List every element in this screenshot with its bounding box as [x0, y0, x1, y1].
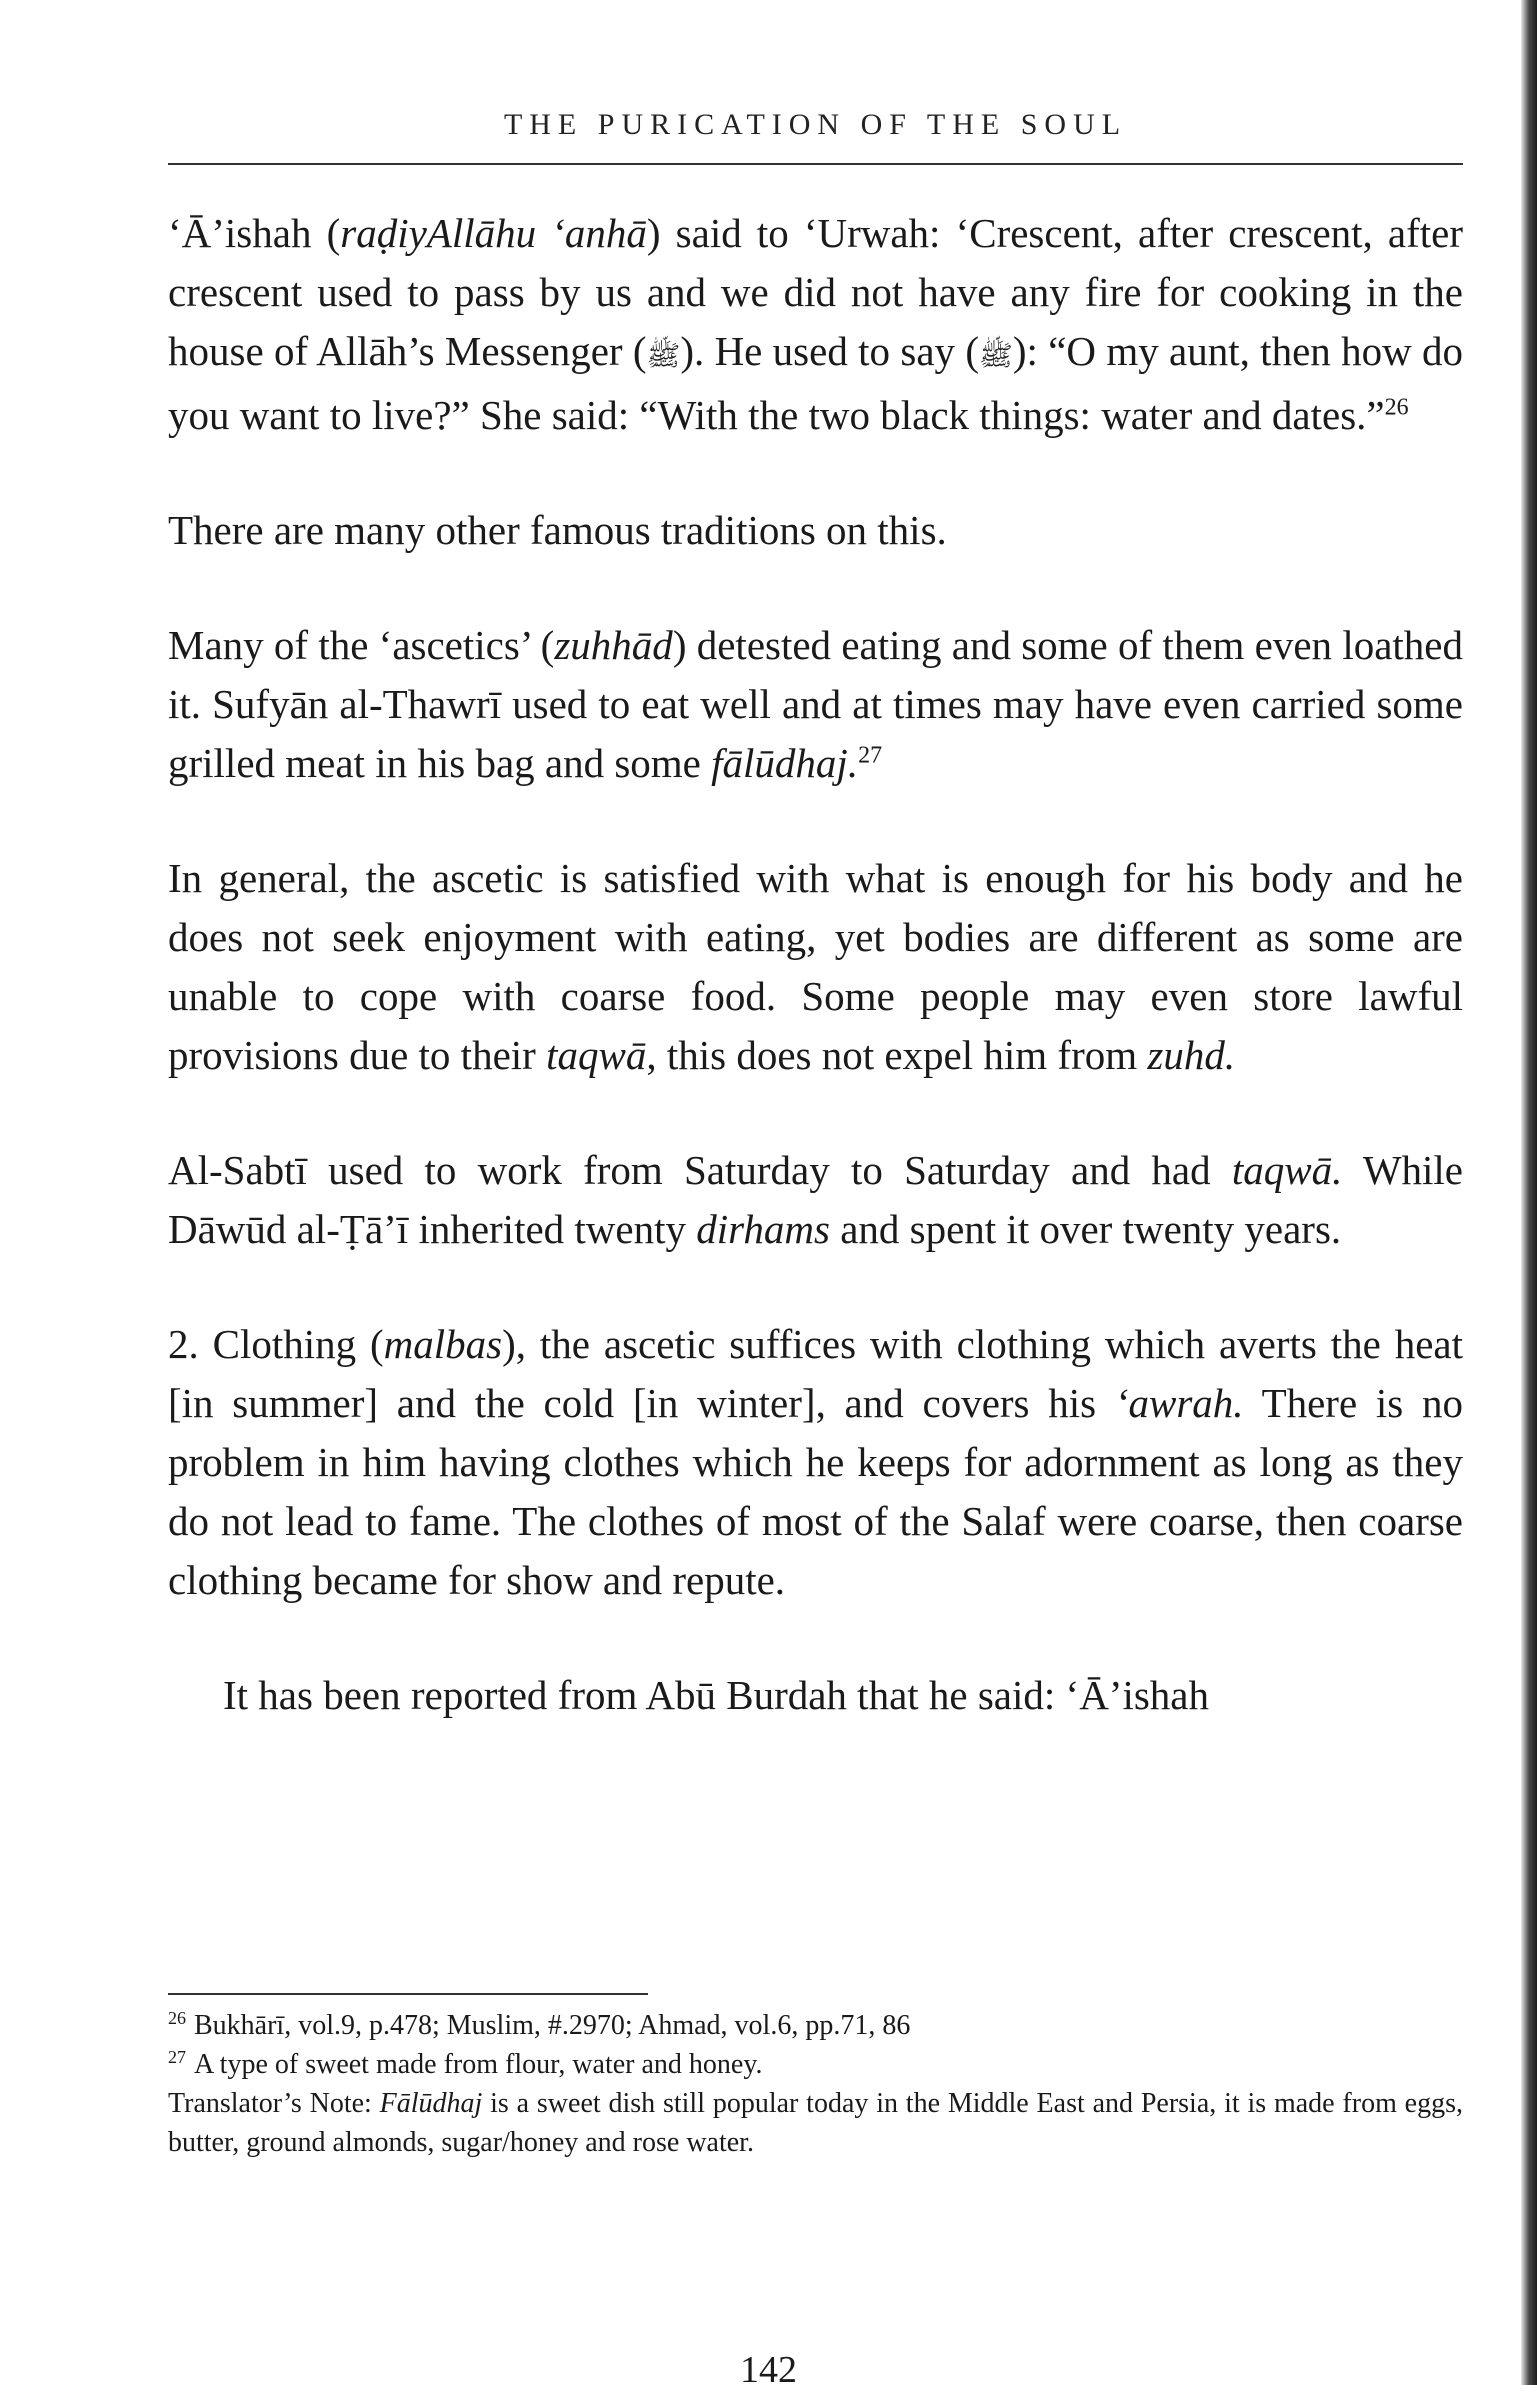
paragraph-aishah-urwah: ‘Ā’ishah (raḍiyAllāhu ‘anhā) said to ‘Urwah: ‘Crescent, after crescent, after crescent used to pass by us and we did not have any fire for cooking in the house of Allāh’s Messenger (ﷺ). He used to say (ﷺ): “O my aunt, then how do you want to live?” She said: “With the two black things: water and dates.”$^{26}$: [168, 210, 1464, 438]
salawat-symbol: ﷺ: [646, 341, 681, 372]
paragraph-ascetics: Many of the ‘ascetics’ (zuhhād) detested eating and some of them even loathed it. Sufyān al-Thawrī used to eat well and at times may have even carried some grilled meat in his bag and some fālūdhaj.$^{27}$: [168, 622, 1463, 786]
page-number: 142: [740, 2349, 797, 2391]
paragraph-traditions: There are many other famous traditions on this.: [168, 507, 947, 553]
book-spine-shadow: [1521, 0, 1537, 2385]
footnote-ref-27[interactable]: 27: [858, 742, 883, 769]
footnote-27: $^{27}$ A type of sweet made from flour, water and honey.: [168, 2046, 763, 2080]
footnote-26: $^{26}$ Bukhārī, vol.9, p.478; Muslim, #.2970; Ahmad, vol.6, pp.71, 86: [168, 2007, 911, 2041]
paragraph-clothing: 2. Clothing (malbas), the ascetic suffices with clothing which averts the heat [in summer] and the cold [in winter], and covers his ‘awrah. There is no problem in him having clothes which he keeps for adornment as long as they do not lead to fame. The clothes of most of the Salaf were coarse, then coarse clothing became for show and repute.: [168, 1321, 1463, 1603]
footnotes: [168, 2006, 1463, 2162]
running-title: THE PURICATION OF THE SOUL: [503, 108, 1128, 141]
header-rule: [168, 163, 1463, 165]
salawat-symbol: ﷺ: [979, 341, 1013, 372]
paragraph-al-sabti: Al-Sabtī used to work from Saturday to Saturday and had taqwā. While Dāwūd al-Ṭā’ī inherited twenty dirhams and spent it over twenty years.: [168, 1147, 1463, 1252]
footnote-ref-26[interactable]: 26: [1384, 394, 1409, 421]
footnote-rule: [168, 1993, 648, 1995]
body-text: [168, 204, 1463, 1781]
paragraph-abu-burdah: It has been reported from Abū Burdah that he said: ‘Ā’ishah: [223, 1672, 1210, 1718]
paragraph-general: In general, the ascetic is satisfied with what is enough for his body and he does not seek enjoyment with eating, yet bodies are different as some are unable to cope with coarse food. Some people may even store lawful provisions due to their taqwā, this does not expel him from zuhd.: [168, 855, 1463, 1078]
translator-note: Translator’s Note: Fālūdhaj is a sweet dish still popular today in the Middle East and Persia, it is made from eggs, butter, ground almonds, sugar/honey and rose water.: [168, 2088, 1463, 2158]
